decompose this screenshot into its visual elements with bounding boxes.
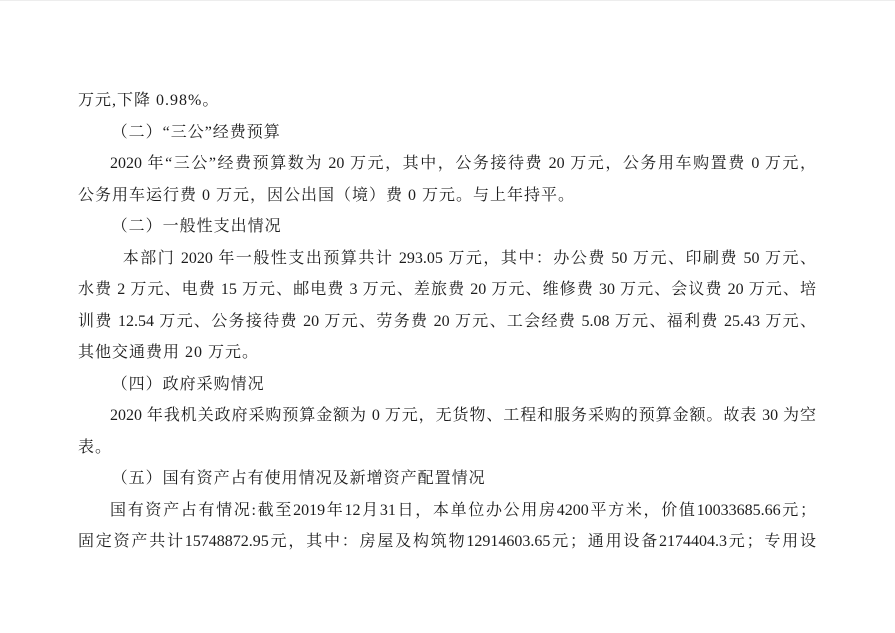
text-line: 固定资产共计15748872.95元，其中：房屋及构筑物12914603.65元；通用设备2174404.3元；专用设 <box>78 533 816 550</box>
text-line: 公务用车运行费 0 万元，因公出国（境）费 0 万元。与上年持平。 <box>78 186 576 204</box>
text-line: 国有资产占有情况:截至2019年12月31日，本单位办公用房4200平方米，价值10033685.66元； <box>110 501 816 519</box>
text-line: 水费 2 万元、电费 15 万元、邮电费 3 万元、差旅费 20 万元、维修费 30 万元、会议费 20 万元、培 <box>78 281 816 298</box>
text-line: 2020 年我机关政府采购预算金额为 0 万元，无货物、工程和服务采购的预算金额。故表 30 为空 <box>110 407 816 424</box>
text-line: （五）国有资产占有使用情况及新增资产配置情况 <box>111 470 486 487</box>
text-line: 训费 12.54 万元、公务接待费 20 万元、劳务费 20 万元、工会经费 5.08 万元、福利费 25.43 万元、 <box>78 312 816 330</box>
text-line: （四）政府采购情况 <box>111 375 265 393</box>
text-line: 2020 年“三公”经费预算数为 20 万元，其中，公务接待费 20 万元，公务用车购置费 0 万元， <box>110 155 816 172</box>
text-line: 其他交通费用 20 万元。 <box>78 344 260 361</box>
text-line: 表。 <box>78 438 113 456</box>
text-line: 万元,下降 0.98%。 <box>78 92 220 109</box>
text-line: 本部门 2020 年一般性支出预算共计 293.05 万元，其中：办公费 50 万元、印刷费 50 万元、 <box>122 249 816 267</box>
document-content <box>78 85 816 558</box>
text-line: （二）一般性支出情况 <box>111 218 282 235</box>
text-line: （二）“三公”经费预算 <box>111 123 281 141</box>
